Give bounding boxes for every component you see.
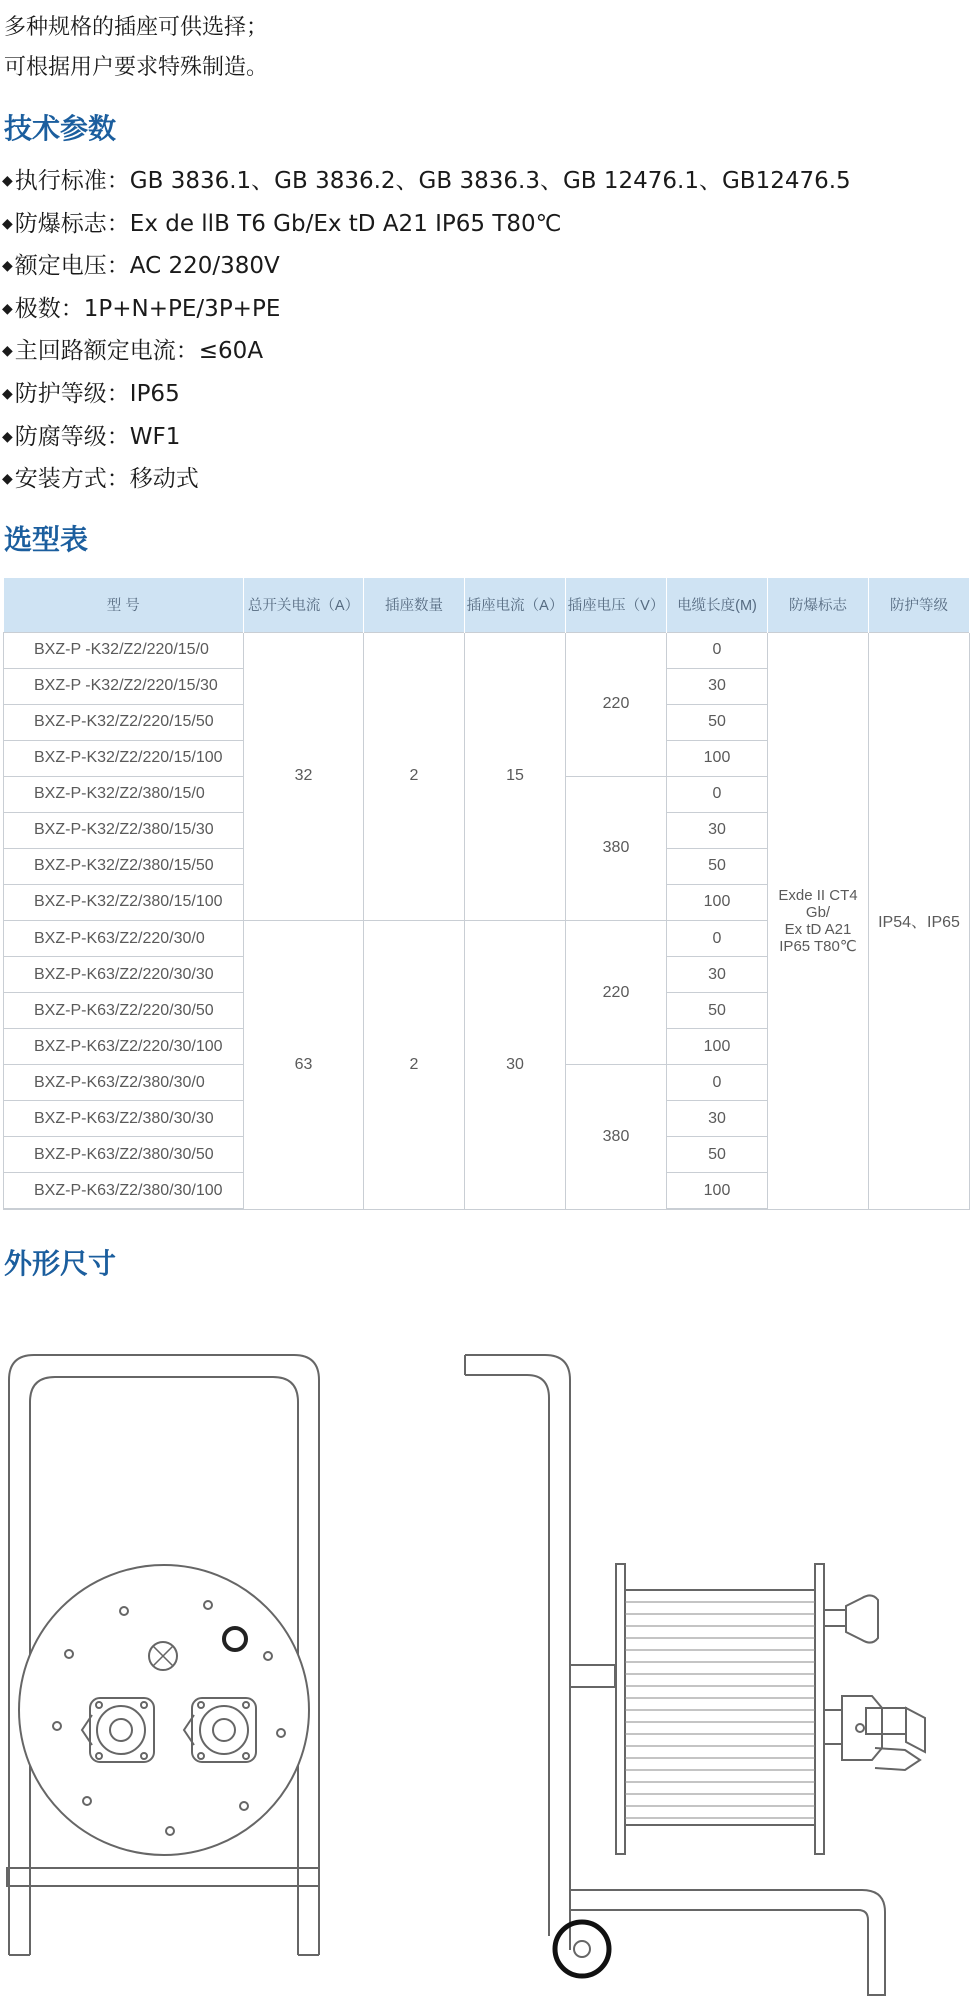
cable-length-cell: 100 (667, 740, 768, 776)
cable-length-cell: 30 (667, 1101, 768, 1137)
spec-text: 安装方式：移动式 (14, 466, 199, 493)
wheel-hub-icon (574, 1941, 590, 1957)
ex-mark-line: Exde II CT4 (778, 886, 858, 904)
spec-text: 防爆标志：Ex de llB T6 Gb/Ex tD A21 IP65 T80℃ (14, 210, 562, 237)
intro-line-2: 可根据用户要求特殊制造。 (4, 55, 269, 80)
spec-item (2, 288, 851, 331)
spec-text: 防腐等级：WF1 (14, 423, 181, 450)
model-cell: BXZ-P-K32/Z2/220/15/100 (4, 740, 244, 776)
spec-text: 极数：1P+N+PE/3P+PE (14, 295, 281, 322)
model-cell: BXZ-P-K32/Z2/220/15/50 (4, 704, 244, 740)
cable-drum (625, 1590, 815, 1825)
model-cell: BXZ-P-K63/Z2/220/30/100 (4, 1029, 244, 1065)
intro-text (4, 8, 268, 88)
cable-length-cell: 30 (667, 668, 768, 704)
spec-item (2, 245, 851, 288)
bullet-diamond-icon: ◆ (2, 300, 13, 317)
spec-item (2, 330, 851, 373)
heading-selection-table: 选型表 (4, 523, 89, 556)
model-cell: BXZ-P-K63/Z2/380/30/0 (4, 1065, 244, 1101)
main-current-cell: 32 (244, 632, 364, 921)
bullet-diamond-icon: ◆ (2, 343, 13, 360)
spec-text: 防护等级：IP65 (14, 380, 180, 407)
ex-mark-cell (768, 632, 869, 1209)
main-current-cell: 63 (244, 921, 364, 1210)
side-socket-icon (824, 1696, 925, 1770)
socket-current-cell: 15 (465, 632, 566, 921)
protection-cell: IP54、IP65 (869, 632, 970, 1209)
bullet-diamond-icon: ◆ (2, 173, 13, 189)
cable-length-cell: 0 (667, 1065, 768, 1101)
table-row (4, 632, 970, 668)
col-header-main-current: 总开关电流（A） (244, 578, 364, 632)
spec-text: 额定电压：AC 220/380V (14, 253, 280, 280)
intro-line-1: 多种规格的插座可供选择； (4, 15, 269, 40)
model-cell: BXZ-P-K63/Z2/380/30/100 (4, 1173, 244, 1209)
cable-length-cell: 50 (667, 848, 768, 884)
cable-length-cell: 0 (667, 776, 768, 812)
spec-list (2, 160, 851, 501)
side-base (570, 1890, 885, 1995)
cable-length-cell: 100 (667, 1173, 768, 1209)
model-cell: BXZ-P -K32/Z2/220/15/0 (4, 632, 244, 668)
reel-flange-right (815, 1564, 824, 1854)
spec-item (2, 373, 851, 416)
reel-flange-left (616, 1564, 625, 1854)
model-cell: BXZ-P-K63/Z2/220/30/30 (4, 957, 244, 993)
ex-mark-line: Ex tD A21 (784, 920, 852, 938)
col-header-socket-voltage: 插座电压（V） (566, 578, 667, 632)
model-cell: BXZ-P-K63/Z2/220/30/0 (4, 921, 244, 957)
model-cell: BXZ-P-K32/Z2/380/15/100 (4, 884, 244, 920)
socket-count-cell: 2 (364, 632, 465, 921)
bullet-diamond-icon: ◆ (2, 428, 13, 445)
model-cell: BXZ-P-K32/Z2/380/15/30 (4, 812, 244, 848)
heading-dimensions: 外形尺寸 (4, 1247, 117, 1280)
side-handle (465, 1355, 570, 1950)
spec-item (2, 160, 851, 203)
front-view-drawing (7, 1355, 319, 1955)
side-view-drawing (465, 1355, 925, 1995)
side-handle-inner (465, 1375, 549, 1936)
cable-length-cell: 0 (667, 632, 768, 668)
spec-text: 主回路额定电流：≤60A (14, 338, 264, 365)
bullet-diamond-icon: ◆ (2, 258, 13, 275)
cable-length-cell: 100 (667, 884, 768, 920)
top-plug-icon (824, 1595, 878, 1642)
reel-disc (19, 1565, 309, 1855)
spec-item (2, 458, 851, 501)
socket-voltage-cell: 380 (566, 1065, 667, 1209)
socket-voltage-cell: 220 (566, 921, 667, 1065)
socket-voltage-cell: 220 (566, 632, 667, 776)
model-cell: BXZ-P-K63/Z2/380/30/50 (4, 1137, 244, 1173)
side-axle (570, 1665, 615, 1687)
model-cell: BXZ-P -K32/Z2/220/15/30 (4, 668, 244, 704)
spec-item (2, 203, 851, 246)
selection-table (3, 578, 970, 1210)
col-header-protection: 防护等级 (869, 578, 970, 632)
spec-text: 执行标准：GB 3836.1、GB 3836.2、GB 3836.3、GB 12476.1、GB12476.5 (14, 168, 851, 194)
model-cell: BXZ-P-K32/Z2/380/15/0 (4, 776, 244, 812)
table-header-row (4, 578, 970, 632)
col-header-ex-mark: 防爆标志 (768, 578, 869, 632)
cable-length-cell: 0 (667, 921, 768, 957)
bullet-diamond-icon: ◆ (2, 385, 13, 402)
col-header-socket-count: 插座数量 (364, 578, 465, 632)
model-cell: BXZ-P-K63/Z2/220/30/50 (4, 993, 244, 1029)
front-foot-bar (7, 1868, 319, 1886)
cable-length-cell: 100 (667, 1029, 768, 1065)
model-cell: BXZ-P-K32/Z2/380/15/50 (4, 848, 244, 884)
bullet-diamond-icon: ◆ (2, 471, 13, 488)
cable-length-cell: 30 (667, 812, 768, 848)
cable-length-cell: 50 (667, 993, 768, 1029)
model-cell: BXZ-P-K63/Z2/380/30/30 (4, 1101, 244, 1137)
socket-voltage-cell: 380 (566, 776, 667, 920)
socket-count-cell: 2 (364, 921, 465, 1210)
col-header-socket-current: 插座电流（A） (465, 578, 566, 632)
heading-technical-parameters: 技术参数 (4, 112, 117, 145)
col-header-cable-length: 电缆长度(M) (667, 578, 768, 632)
cable-length-cell: 50 (667, 704, 768, 740)
spec-item (2, 416, 851, 459)
cable-reel-drawings (0, 1330, 972, 2010)
cable-length-cell: 50 (667, 1137, 768, 1173)
bullet-diamond-icon: ◆ (2, 215, 13, 232)
ex-mark-line: Gb/ (805, 903, 831, 921)
ex-mark-line: IP65 T80℃ (779, 937, 857, 955)
wheel-icon (555, 1922, 609, 1976)
cable-length-cell: 30 (667, 957, 768, 993)
col-header-model: 型 号 (4, 578, 244, 632)
cable-windings (625, 1602, 815, 1818)
socket-current-cell: 30 (465, 921, 566, 1210)
